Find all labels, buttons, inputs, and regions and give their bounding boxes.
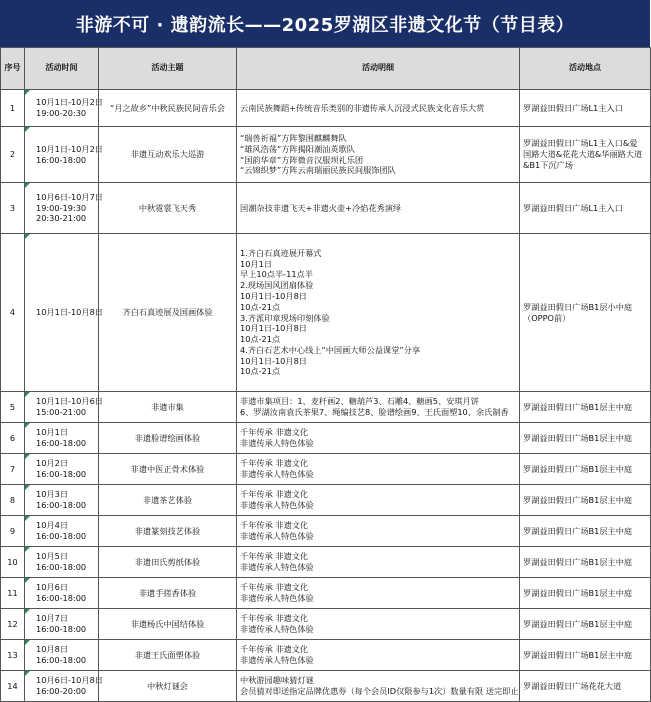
cell-time-line: 16:00-18:00 <box>36 593 87 603</box>
cell-detail-line: 非遗市集项目：1、麦秆画2、糖葫芦3、石雕4、糖画5、安琪月饼 <box>240 396 479 407</box>
cell-detail-line: 4.齐白石艺术中心线上“中国画大师公益课堂”分享 <box>240 344 421 355</box>
table-row <box>1 578 651 609</box>
cell-location-line: （OPPO前） <box>523 312 571 323</box>
cell-location-line: 罗湖益田假日广场B1层主中庭 <box>523 649 633 660</box>
cell-location-line: 罗湖益田假日广场L1主入口 <box>523 202 623 213</box>
cell-no: 8 <box>1 485 25 516</box>
cell-location <box>520 234 651 392</box>
cell-time-line: 10月5日 <box>36 551 69 562</box>
cell-marker-icon <box>25 609 30 614</box>
cell-detail-line: 千年传承 非遗文化 <box>240 489 309 500</box>
cell-time-line: 10月4日 <box>36 520 69 531</box>
cell-marker-icon <box>25 671 30 676</box>
table-row <box>1 234 651 392</box>
cell-location-line: 罗湖益田假日广场B1层主中庭 <box>523 618 633 629</box>
table-row <box>1 423 651 454</box>
cell-marker-icon <box>25 127 30 132</box>
cell-detail-line: “雄风浩荡”方阵揭阳潮汕英歌队 <box>240 143 355 154</box>
cell-marker-icon <box>25 423 30 428</box>
table-row <box>1 547 651 578</box>
cell-detail-line: 10月1日-10月8日 <box>240 290 307 301</box>
schedule-table <box>0 47 651 702</box>
cell-marker-icon <box>25 454 30 459</box>
cell-detail-line: 中秋游园趣味猜灯谜 <box>240 675 314 686</box>
cell-detail-line: 千年传承 非遗文化 <box>240 520 309 531</box>
cell-location <box>520 485 651 516</box>
table-header-row <box>1 48 651 90</box>
cell-marker-icon <box>25 578 30 583</box>
cell-time-line: 10月6日-10月7日 <box>36 191 103 202</box>
cell-detail-line: 非遗传承人特色体验 <box>240 438 314 448</box>
cell-time-line: 10月1日-10月2日 <box>36 97 103 108</box>
table-body <box>1 90 651 702</box>
cell-no: 2 <box>1 127 25 183</box>
cell-time-line: 10月2日 <box>36 458 69 469</box>
cell-detail <box>237 183 520 234</box>
cell-detail <box>237 392 520 423</box>
cell-location <box>520 640 651 671</box>
cell-detail <box>237 578 520 609</box>
cell-time <box>25 127 103 183</box>
cell-time <box>25 516 99 547</box>
cell-location <box>520 423 651 454</box>
cell-detail-line: 10点-21点 <box>240 334 281 345</box>
table-row <box>1 640 651 671</box>
cell-marker-icon <box>25 640 30 645</box>
cell-time-line: 16:00-20:00 <box>36 686 87 696</box>
cell-detail <box>237 547 520 578</box>
cell-detail-line: “国韵华章”方阵微音汉服坝礼乐团 <box>240 154 364 165</box>
header-detail: 活动明细 <box>237 48 520 90</box>
cell-no: 10 <box>1 547 25 578</box>
cell-time-line: 19:00-19:30 <box>36 202 87 213</box>
cell-time <box>25 183 103 234</box>
cell-detail-line: “云锦织梦”方阵云南瑞丽民族民间服饰团队 <box>240 165 396 176</box>
cell-detail-line: 10月1日 <box>240 258 273 269</box>
cell-no: 7 <box>1 454 25 485</box>
cell-time <box>25 90 103 127</box>
cell-location-line: 罗湖益田假日广场L1主入口 <box>523 102 623 113</box>
cell-location <box>520 516 651 547</box>
cell-location-line: 罗湖益田假日广场B1层主中庭 <box>523 401 633 412</box>
table-row <box>1 183 651 234</box>
cell-no: 5 <box>1 392 25 423</box>
cell-theme: 非遗手搓香体验 <box>99 578 237 609</box>
cell-time-line: 10月1日-10月2日 <box>36 143 103 154</box>
cell-theme: 中秋霓裳飞天秀 <box>99 183 237 234</box>
cell-detail-line: 千年传承 非遗文化 <box>240 644 309 655</box>
cell-time-line: 10月8日 <box>36 644 69 655</box>
cell-time-line: 16:00-18:00 <box>36 531 87 541</box>
cell-marker-icon <box>25 485 30 490</box>
cell-detail-line: 非遗传承人特色体验 <box>240 624 314 634</box>
cell-location <box>520 454 651 485</box>
cell-location-line: 罗湖益田假日广场B1层主中庭 <box>523 432 633 443</box>
cell-time <box>25 392 103 423</box>
cell-time <box>25 671 103 702</box>
cell-time <box>25 578 99 609</box>
cell-location-line: 罗湖益田假日广场B1层主中庭 <box>523 556 633 567</box>
cell-detail <box>237 516 520 547</box>
cell-marker-icon <box>25 547 30 552</box>
cell-theme: 非遗杨氏中国结体验 <box>99 609 237 640</box>
cell-detail-line: 云南民族舞蹈+传统音乐类别的非遗传承人沉浸式民族文化音乐大赏 <box>240 102 485 113</box>
cell-marker-icon <box>25 516 30 521</box>
cell-theme: 非遗脸谱绘画体验 <box>99 423 237 454</box>
cell-location-line: 罗湖益田假日广场B1层主中庭 <box>523 587 633 598</box>
cell-time-line: 16:00-18:00 <box>36 500 87 510</box>
cell-time-line: 10月7日 <box>36 613 69 624</box>
cell-theme: 非遗田氏剪纸体验 <box>99 547 237 578</box>
cell-location-line: &B1下沉广场 <box>523 159 573 170</box>
cell-detail-line: 国潮杂技非遗飞天+非遗火壶+冷焰花秀演绎 <box>240 202 402 213</box>
cell-detail <box>237 127 520 183</box>
cell-detail <box>237 640 520 671</box>
cell-detail-line: 千年传承 非遗文化 <box>240 551 309 562</box>
cell-theme: 非遗中医正骨术体验 <box>99 454 237 485</box>
cell-theme: 非遗篆刻技艺体验 <box>99 516 237 547</box>
table-row <box>1 454 651 485</box>
cell-location-line: 罗湖益田假日广场花花大道 <box>523 680 622 691</box>
cell-detail-line: 千年传承 非遗文化 <box>240 427 309 438</box>
cell-detail-line: 2.现场国风团扇体验 <box>240 280 314 291</box>
cell-time-line: 10月6日-10月8日 <box>36 675 103 686</box>
cell-detail-line: 非遗传承人特色体验 <box>240 469 314 479</box>
cell-marker-icon <box>25 392 30 397</box>
cell-no: 4 <box>1 234 25 392</box>
cell-no: 13 <box>1 640 25 671</box>
cell-location <box>520 392 651 423</box>
cell-theme: 齐白石真迹展及国画体验 <box>99 234 237 392</box>
cell-detail <box>237 90 520 127</box>
table-row <box>1 609 651 640</box>
cell-time <box>25 485 99 516</box>
cell-location <box>520 671 651 702</box>
cell-time-line: 10月3日 <box>36 489 69 500</box>
cell-detail-line: 1.齐白石真迹展开幕式 <box>240 247 322 258</box>
cell-location-line: 罗湖益田假日广场B1层小中庭 <box>523 301 633 312</box>
table-row <box>1 485 651 516</box>
cell-marker-icon <box>25 234 30 239</box>
cell-location <box>520 609 651 640</box>
cell-detail-line: 非遗传承人特色体验 <box>240 531 314 541</box>
cell-detail-line: 10月1日-10月8日 <box>240 355 307 366</box>
cell-detail-line: 10月1日-10月8日 <box>240 323 307 334</box>
cell-marker-icon <box>25 90 30 95</box>
cell-location-line: 罗湖益田假日广场L1主入口&爱 <box>523 138 638 149</box>
cell-time-line: 10月1日-10月8日 <box>36 307 103 318</box>
cell-time-line: 16:00-18:00 <box>36 624 87 634</box>
cell-location-line: 罗湖益田假日广场B1层主中庭 <box>523 494 633 505</box>
cell-location <box>520 90 651 127</box>
header-theme: 活动主题 <box>99 48 237 90</box>
cell-time-line: 10月1日-10月6日 <box>36 396 103 407</box>
cell-marker-icon <box>25 183 30 188</box>
cell-theme: 中秋灯谜会 <box>99 671 237 702</box>
cell-detail-line: 10点-21点 <box>240 301 281 312</box>
cell-no: 9 <box>1 516 25 547</box>
cell-detail-line: 千年传承 非遗文化 <box>240 582 309 593</box>
cell-time-line: 10月1日 <box>36 427 69 438</box>
cell-detail-line: 早上10点半-11点半 <box>240 269 313 280</box>
cell-detail <box>237 454 520 485</box>
header-time: 活动时间 <box>25 48 99 90</box>
cell-time <box>25 640 99 671</box>
cell-detail-line: 千年传承 非遗文化 <box>240 613 309 624</box>
cell-time-line: 16:00-18:00 <box>36 438 87 448</box>
cell-detail-line: 6、罗湖汝南袁氏茶果7、绳编技艺8、脸谱绘画9、王氏面塑10、余氏制香 <box>240 407 509 417</box>
cell-time <box>25 609 99 640</box>
table-row <box>1 127 651 183</box>
cell-detail-line: 10点-21点 <box>240 366 281 377</box>
cell-location <box>520 127 651 183</box>
cell-time <box>25 423 99 454</box>
table-row <box>1 516 651 547</box>
cell-time-line: 16:00-18:00 <box>36 469 87 479</box>
cell-location-line: 罗湖益田假日广场B1层主中庭 <box>523 525 633 536</box>
cell-no: 14 <box>1 671 25 702</box>
cell-detail-line: “瑞兽祈福”方阵黎围麒麟舞队 <box>240 132 347 143</box>
cell-theme: 非遗市集 <box>99 392 237 423</box>
table-row <box>1 392 651 423</box>
cell-no: 12 <box>1 609 25 640</box>
table-row <box>1 671 651 702</box>
cell-detail <box>237 671 520 702</box>
cell-time-line: 16:00-18:00 <box>36 562 87 572</box>
cell-theme: 非遗茶艺体验 <box>99 485 237 516</box>
cell-no: 3 <box>1 183 25 234</box>
cell-location <box>520 547 651 578</box>
cell-location <box>520 578 651 609</box>
cell-detail-line: 非遗传承人特色体验 <box>240 655 314 665</box>
cell-detail-line: 千年传承 非遗文化 <box>240 458 309 469</box>
cell-theme: “月之故乡”中秋民族民间音乐会 <box>99 90 237 127</box>
header-location: 活动地点 <box>520 48 651 90</box>
cell-detail-line: 非遗传承人特色体验 <box>240 500 314 510</box>
cell-location-line: 国路大道&花花大道&华丽路大道 <box>523 149 643 160</box>
cell-time <box>25 547 99 578</box>
cell-time <box>25 234 103 392</box>
page-title: 非游不可 · 遗韵流长——2025罗湖区非遗文化节（节目表） <box>0 0 650 47</box>
cell-detail-line: 非遗传承人特色体验 <box>240 593 314 603</box>
cell-time-line: 16:00-18:00 <box>36 655 87 665</box>
table-row <box>1 90 651 127</box>
cell-no: 11 <box>1 578 25 609</box>
cell-detail-line: 会员猜对即送指定品牌优惠券（每个会员ID仅限参与1次）数量有限 送完即止 <box>240 686 519 696</box>
cell-time-line: 20:30-21:00 <box>36 213 87 224</box>
cell-time <box>25 454 99 485</box>
cell-location <box>520 183 651 234</box>
cell-detail-line: 非遗传承人特色体验 <box>240 562 314 572</box>
cell-no: 6 <box>1 423 25 454</box>
cell-time-line: 19:00-20:30 <box>36 108 87 118</box>
cell-time-line: 10月6日 <box>36 582 69 593</box>
cell-time-line: 15:00-21:00 <box>36 407 87 417</box>
cell-location-line: 罗湖益田假日广场B1层主中庭 <box>523 463 633 474</box>
cell-detail-line: 3.齐派印章现场印刻体验 <box>240 312 330 323</box>
cell-theme: 非遗互动欢乐大巡游 <box>99 127 237 183</box>
cell-detail <box>237 609 520 640</box>
header-no: 序号 <box>1 48 25 90</box>
cell-detail <box>237 423 520 454</box>
cell-detail <box>237 234 520 392</box>
cell-no: 1 <box>1 90 25 127</box>
cell-time-line: 16:00-18:00 <box>36 154 87 165</box>
cell-detail <box>237 485 520 516</box>
cell-theme: 非遗王氏面塑体验 <box>99 640 237 671</box>
